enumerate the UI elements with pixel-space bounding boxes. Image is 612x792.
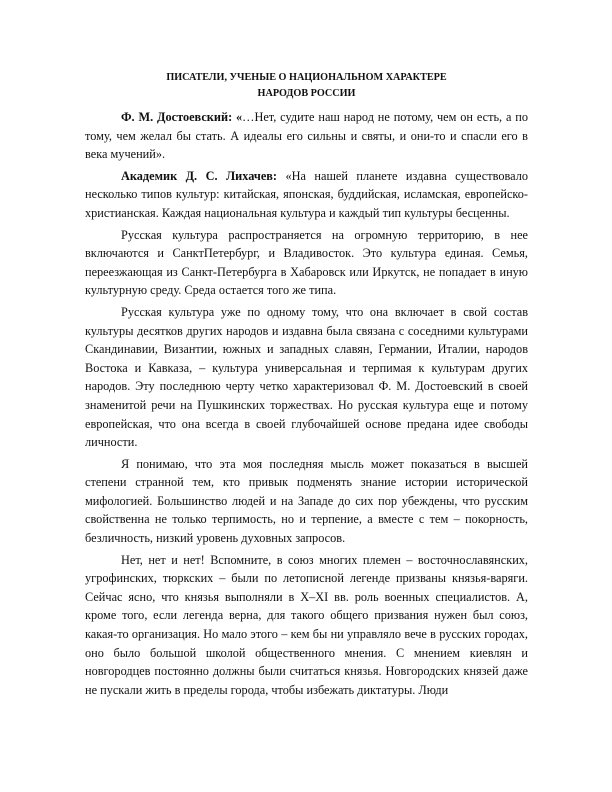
document-title bbox=[85, 70, 528, 102]
paragraph-4: Русская культура уже по одному тому, что она включает в свой состав культуры десятков других народов и издавна была связана с соседними культурами Скандинавии, Византии, южных и западных славян, Германии, Италии, народов Востока и Кавказа, – культура универсальная и терпимая к культурам других народов. Эту последнюю черту четко характеризовал Ф. М. Достоевский в своей знаменитой речи на Пушкинских торжествах. Но русская культура еще и потому европейская, что она всегда в своей глубочайшей основе предана идее свободы личности. bbox=[85, 304, 528, 450]
paragraph-dostoevsky bbox=[85, 108, 528, 164]
paragraph-likhachev-intro bbox=[85, 167, 528, 223]
paragraph-6: Нет, нет и нет! Вспомните, в союз многих племен – восточнославянских, угрофинских, тюркских – были по летописной легенде призваны князья-варяги. Сейчас ясно, что князья выполняли в X–XI вв. роль военных специалистов. А, кроме того, если легенда верна, для такого общего призвания нужен был союз, какая-то организация. Но мало этого – кем бы ни управляло вече в русских городах, оно было большой школой общественного мнения. С мнением киевлян и новгородцев постоянно должны были считаться князья. Новгородских князей даже не пускали жить в пределы города, чтобы избежать диктатуры. Люди bbox=[85, 552, 528, 697]
quote-dostoevsky: …Нет, судите наш народ не потому, чем он есть, а по тому, чем желал бы стать. А идеалы его сильны и святы, и они-то и спасли его в века мучений». bbox=[85, 110, 529, 162]
author-dostoevsky: Ф. М. Достоевский: « bbox=[121, 110, 243, 124]
title-line-1: ПИСАТЕЛИ, УЧЕНЫЕ О НАЦИОНАЛЬНОМ ХАРАКТЕРЕ bbox=[166, 72, 447, 83]
title-line-2: НАРОДОВ РОССИИ bbox=[257, 88, 356, 99]
quote-likhachev-intro: «На нашей планете издавна существовало несколько типов культур: китайская, японская, буддийская, исламская, европейско-христианская. Каждая национальная культура и каждый тип культуры бесценны. bbox=[85, 168, 528, 220]
document-body bbox=[85, 70, 528, 702]
author-likhachev: Академик Д. С. Лихачев: bbox=[121, 168, 278, 183]
paragraph-3: Русская культура распространяется на огромную территорию, в нее включаются и СанктПетербург, и Владивосток. Это культура единая. Семья, переезжающая из Санкт-Петербурга в Хабаровск или Иркутск, не попадает в иную культурную среду. Среда остается того же типа. bbox=[85, 227, 528, 298]
paragraph-5: Я понимаю, что эта моя последняя мысль может показаться в высшей степени странной тем, кто привык подменять знание истории исторической мифологией. Большинство людей и на Западе до сих пор убеждены, что русским свойственна не только терпимость, но и терпение, а вместе с тем – покорность, безличность, низкий уровень духовных запросов. bbox=[85, 456, 528, 546]
